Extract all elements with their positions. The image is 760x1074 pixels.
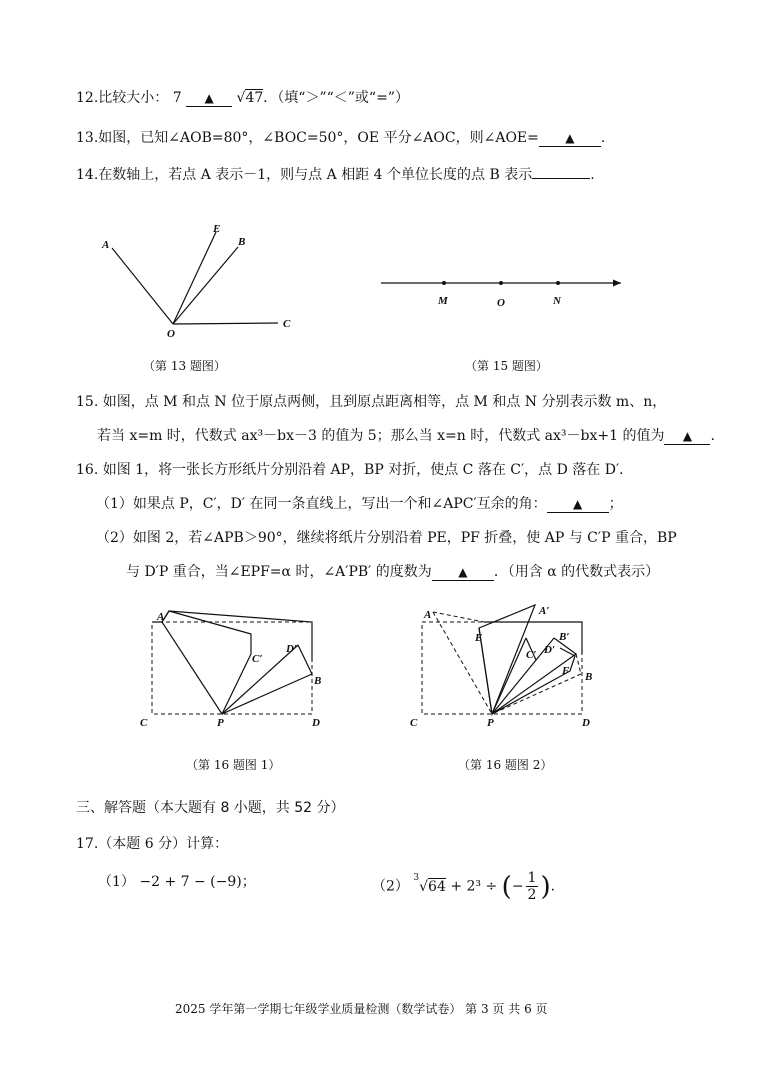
fig16-2-label-a: A [424, 609, 432, 621]
figure-16-2 [405, 598, 605, 734]
fig16-1-label-c: C [140, 717, 148, 729]
fig16-2-label-d: D [582, 717, 590, 729]
fig13-caption: （第 13 题图） [143, 359, 226, 373]
figure-13 [95, 220, 305, 345]
question-16-line1 [76, 460, 633, 480]
question-14 [76, 162, 595, 185]
q15-end: . [710, 428, 715, 444]
fig15-caption: （第 15 题图） [465, 359, 548, 373]
fig16-2-label-p: P [487, 717, 494, 729]
q16-line1-text: 16. 如图 1，将一张长方形纸片分别沿着 AP，BP 对折，使点 C 落在 C′，点 D 落在 D′． [76, 462, 634, 478]
q12-prefix: 12.比较大小： 7 [76, 90, 187, 106]
question-15-line1 [76, 392, 666, 412]
fig16-2-label-a-prime: A′ [539, 605, 550, 617]
page-footer: 2025 学年第一学期七年级学业质量检测（数学试卷） 第 3 页 共 6 页 [175, 1002, 548, 1016]
fig16-1-label-d: D [312, 717, 320, 729]
q13-blank-mark: ▲ [565, 131, 575, 145]
q16-part1-text: （1）如果点 P，C′，D′ 在同一条直线上，写出一个和∠APC′互余的角： [96, 496, 547, 512]
question-16-part2b [126, 562, 659, 582]
q17-part2-end: . [550, 878, 556, 895]
q14-text: 14.在数轴上，若点 A 表示－1，则与点 A 相距 4 个单位长度的点 B 表示 [76, 167, 533, 183]
q15-blank-mark: ▲ [682, 429, 693, 443]
q17-cube-root: $^3$√64 [413, 872, 446, 895]
q16-part2-text-b: 与 D′P 重合，当∠EPF=α 时，∠A′PB′ 的度数为 [126, 564, 432, 580]
fig15-label-m: M [438, 295, 448, 307]
fig16-1-label-d-prime: D′ [286, 643, 298, 655]
q17-paren-open: ( [501, 871, 512, 902]
fig16-2-label-b-prime: B′ [559, 631, 570, 643]
fig16-2-label-b: B [585, 671, 593, 683]
q16-part1-blank-mark: ▲ [573, 497, 583, 511]
q16-part1-blank[interactable] [547, 496, 609, 513]
fig15-label-n: N [553, 295, 561, 307]
figure-15 [378, 270, 628, 315]
q17-root-index: 3 [413, 872, 420, 883]
section-3-heading: 三、解答题（本大题有 8 小题，共 52 分） [76, 800, 345, 816]
q17-rest: + 2³ ÷ [450, 878, 502, 895]
question-13 [76, 128, 605, 148]
q16-part2-blank[interactable] [432, 564, 494, 581]
q17-paren-close: ) [540, 871, 551, 902]
q14-answer-blank[interactable] [532, 162, 590, 179]
q12-sqrt: √47 [236, 90, 264, 106]
q17-part2-label: （2） [372, 878, 409, 895]
q13-text: 13.如图，已知∠AOB=80°，∠BOC=50°，OE 平分∠AOC，则∠AOE= [76, 130, 539, 146]
q16-part1-end: ； [608, 496, 623, 512]
q14-end: . [590, 167, 595, 183]
q12-radicand: 47 [245, 90, 264, 106]
fig16-2-label-d-prime: D′ [544, 644, 556, 656]
q17-fraction [526, 870, 539, 903]
fig13-label-c: C [283, 318, 291, 330]
q13-end: . [600, 130, 606, 146]
question-12 [76, 88, 409, 108]
q16-part2-end: ．（用含 α 的代数式表示） [493, 564, 660, 580]
figure-16-1 [135, 604, 335, 734]
fig16-1-label-c-prime: C′ [252, 653, 263, 665]
q13-answer-blank[interactable] [539, 130, 601, 147]
fig16-2-label-c-prime: C′ [526, 649, 537, 661]
fig16-2-label-c: C [410, 717, 418, 729]
q15-line1-text: 15. 如图，点 M 和点 N 位于原点两侧，且到原点距离相等，点 M 和点 N 分别表示数 m、n， [76, 394, 667, 410]
fig13-label-o: O [167, 328, 175, 340]
question-15-line2 [97, 426, 715, 446]
fig16-2-label-e: E [475, 632, 483, 644]
fig16-1-caption: （第 16 题图 1） [186, 758, 281, 772]
question-17-part1: （1） −2 + 7 − (−9)； [98, 874, 256, 890]
q12-suffix: ．（填“＞”“＜”或“=”） [263, 90, 409, 106]
q17-fraction-den: 2 [527, 887, 537, 903]
fig15-label-o: O [497, 297, 505, 309]
q15-answer-blank[interactable] [664, 428, 710, 445]
fig13-label-e: E [213, 223, 221, 235]
q17-fraction-num: 1 [527, 870, 537, 886]
fig13-label-a: A [102, 239, 110, 251]
fig16-1-label-p: P [217, 717, 224, 729]
q16-part2-blank-mark: ▲ [458, 565, 468, 579]
q17-radicand: 64 [428, 878, 446, 895]
question-17-title: 17.（本题 6 分）计算： [76, 836, 229, 852]
q16-part2-text-a: （2）如图 2，若∠APB＞90°，继续将纸片分别沿着 PE，PF 折叠，使 AP 与 C′P 重合，BP [96, 530, 677, 546]
fig13-label-b: B [238, 236, 246, 248]
fig16-1-label-a: A [157, 611, 165, 623]
q12-answer-blank[interactable] [186, 90, 232, 107]
q15-line2-text: 若当 x=m 时，代数式 ax³－bx－3 的值为 5；那么当 x=n 时，代数式 ax³－bx+1 的值为 [97, 428, 665, 444]
question-16-part2a [96, 528, 677, 548]
question-16-part1 [96, 494, 623, 514]
fig16-2-caption: （第 16 题图 2） [458, 758, 553, 772]
q17-minus: − [511, 878, 524, 895]
fig16-1-label-b: B [314, 675, 322, 687]
question-17-part2 [372, 870, 555, 903]
q12-blank-mark: ▲ [204, 91, 214, 105]
fig16-2-label-f: F [562, 665, 570, 677]
